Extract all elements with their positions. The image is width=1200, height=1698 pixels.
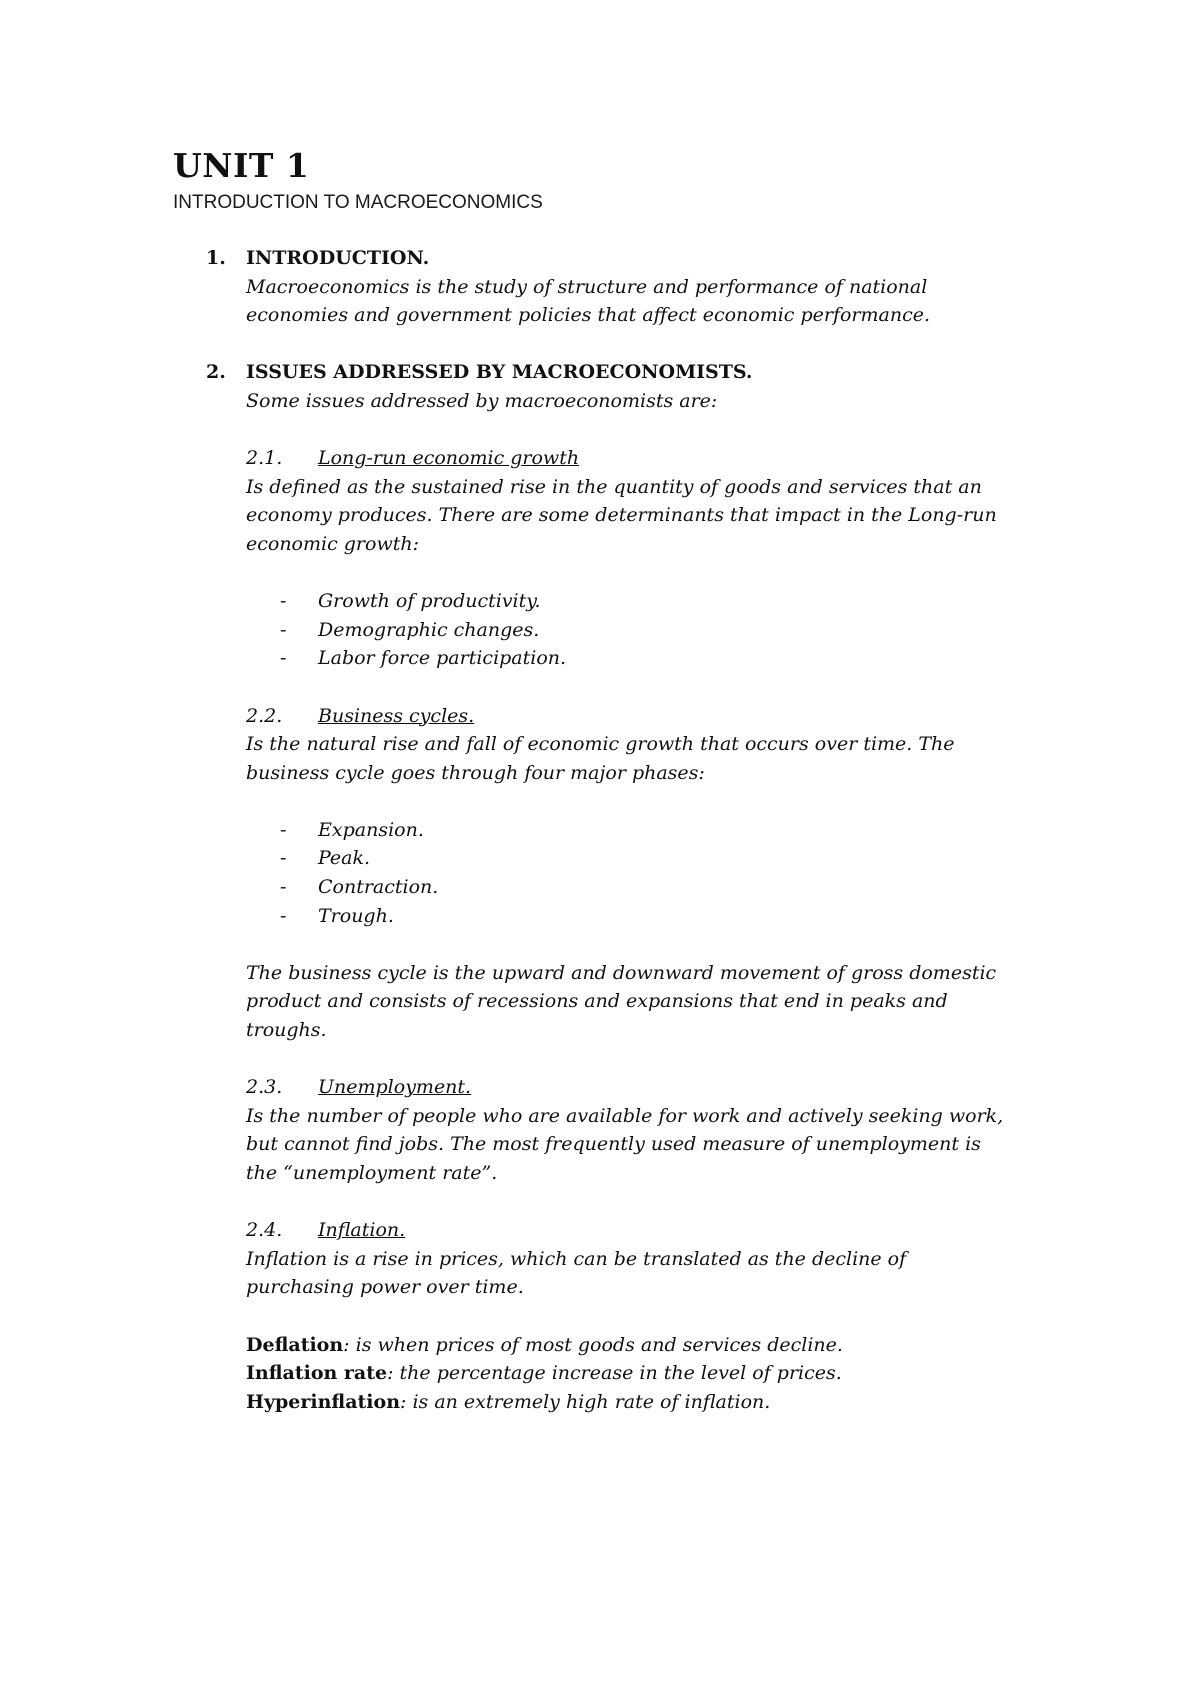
subsection-title: Long-run economic growth <box>318 447 580 470</box>
list-item-text: Expansion. <box>318 818 424 841</box>
spacer <box>246 330 1076 359</box>
subsection-heading <box>246 1073 1076 1102</box>
dash-bullet-icon: - <box>280 647 287 670</box>
list-item <box>246 616 1076 645</box>
paragraph-line: The business cycle is the upward and downward movement of gross domestic <box>246 961 997 984</box>
dash-bullet-icon: - <box>280 818 287 841</box>
definition-line <box>246 1359 1076 1388</box>
section-title: ISSUES ADDRESSED BY MACROECONOMISTS. <box>246 361 753 384</box>
subsection-title: Unemployment. <box>318 1076 472 1099</box>
list-item-text: Contraction. <box>318 876 439 899</box>
dash-bullet-icon: - <box>280 618 287 641</box>
dash-bullet-icon: - <box>280 847 287 870</box>
subsection-business-cycles <box>246 702 1076 1045</box>
list-item-text: Demographic changes. <box>318 618 540 641</box>
definition-term: Inflation rate <box>246 1362 388 1385</box>
paragraph-line: Is the natural rise and fall of economic growth that occurs over time. The <box>246 733 955 756</box>
list-item <box>246 816 1076 845</box>
spacer <box>246 416 1076 445</box>
paragraph-line: troughs. <box>246 1019 327 1042</box>
bullet-list <box>246 587 1076 673</box>
spacer <box>246 673 1076 702</box>
subsection-heading <box>246 702 1076 731</box>
spacer <box>246 787 1076 816</box>
paragraph-line: purchasing power over time. <box>246 1276 524 1299</box>
section-heading <box>206 244 1076 273</box>
definition-line <box>246 1331 1076 1360</box>
list-item-text: Trough. <box>318 904 394 927</box>
spacer <box>246 1302 1076 1331</box>
paragraph-line: Is defined as the sustained rise in the quantity of goods and services that an <box>246 475 982 498</box>
subsection-heading <box>246 1216 1076 1245</box>
spacer <box>246 1188 1076 1217</box>
dash-bullet-icon: - <box>280 590 287 613</box>
list-item <box>246 902 1076 931</box>
paragraph-line: business cycle goes through four major phases: <box>246 761 705 784</box>
list-item <box>246 587 1076 616</box>
section-number: 1. <box>206 247 226 269</box>
section-heading <box>206 358 1076 387</box>
dash-bullet-icon: - <box>280 904 287 927</box>
document-body <box>206 244 1076 1416</box>
spacer <box>246 559 1076 588</box>
section-introduction <box>206 244 1076 330</box>
paragraph-line: Inflation is a rise in prices, which can be translated as the decline of <box>246 1247 907 1270</box>
paragraph-line: Some issues addressed by macroeconomists are: <box>246 389 718 412</box>
list-item-text: Growth of productivity. <box>318 590 541 613</box>
paragraph-line: the “unemployment rate”. <box>246 1162 498 1184</box>
subsection-long-run-growth <box>246 444 1076 673</box>
subsection-inflation <box>246 1216 1076 1302</box>
list-item-text: Peak. <box>318 847 371 870</box>
subsection-number: 2.2. <box>246 704 283 727</box>
section-number: 2. <box>206 361 226 384</box>
dash-bullet-icon: - <box>280 876 287 899</box>
paragraph-line: product and consists of recessions and expansions that end in peaks and <box>246 990 948 1013</box>
section-issues <box>206 358 1076 415</box>
definition-text: : is when prices of most goods and services decline. <box>343 1333 843 1356</box>
list-item <box>246 644 1076 673</box>
subsection-title: Business cycles. <box>318 704 475 727</box>
paragraph-line: economy produces. There are some determinants that impact in the Long-run <box>246 504 997 527</box>
page-subtitle: INTRODUCTION TO MACROECONOMICS <box>173 192 543 213</box>
definitions-block <box>246 1331 1076 1417</box>
list-item <box>246 873 1076 902</box>
paragraph-line: economies and government policies that affect economic performance. <box>246 304 931 327</box>
subsection-title: Inflation. <box>318 1219 406 1242</box>
page-title: UNIT 1 <box>173 146 310 185</box>
bullet-list <box>246 816 1076 930</box>
paragraph-line: Is the number of people who are available for work and actively seeking work, <box>246 1104 1004 1127</box>
subsection-unemployment <box>246 1073 1076 1187</box>
definition-term: Deflation <box>246 1333 344 1356</box>
spacer <box>246 930 1076 959</box>
subsection-number: 2.3. <box>246 1076 283 1099</box>
definition-line <box>246 1388 1076 1417</box>
spacer <box>246 1045 1076 1074</box>
paragraph-line: Macroeconomics is the study of structure and performance of national <box>246 275 928 298</box>
subsection-heading <box>246 444 1076 473</box>
definition-text: : is an extremely high rate of inflation. <box>400 1390 771 1413</box>
list-item <box>246 844 1076 873</box>
definition-text: : the percentage increase in the level of prices. <box>387 1362 842 1385</box>
paragraph-line: economic growth: <box>246 532 419 555</box>
subsection-number: 2.1. <box>246 447 283 470</box>
list-item-text: Labor force participation. <box>318 647 567 670</box>
paragraph-line: but cannot find jobs. The most frequently used measure of unemployment is <box>246 1133 981 1156</box>
subsection-number: 2.4. <box>246 1219 283 1242</box>
section-title: INTRODUCTION. <box>246 247 430 269</box>
definition-term: Hyperinflation <box>246 1390 401 1413</box>
